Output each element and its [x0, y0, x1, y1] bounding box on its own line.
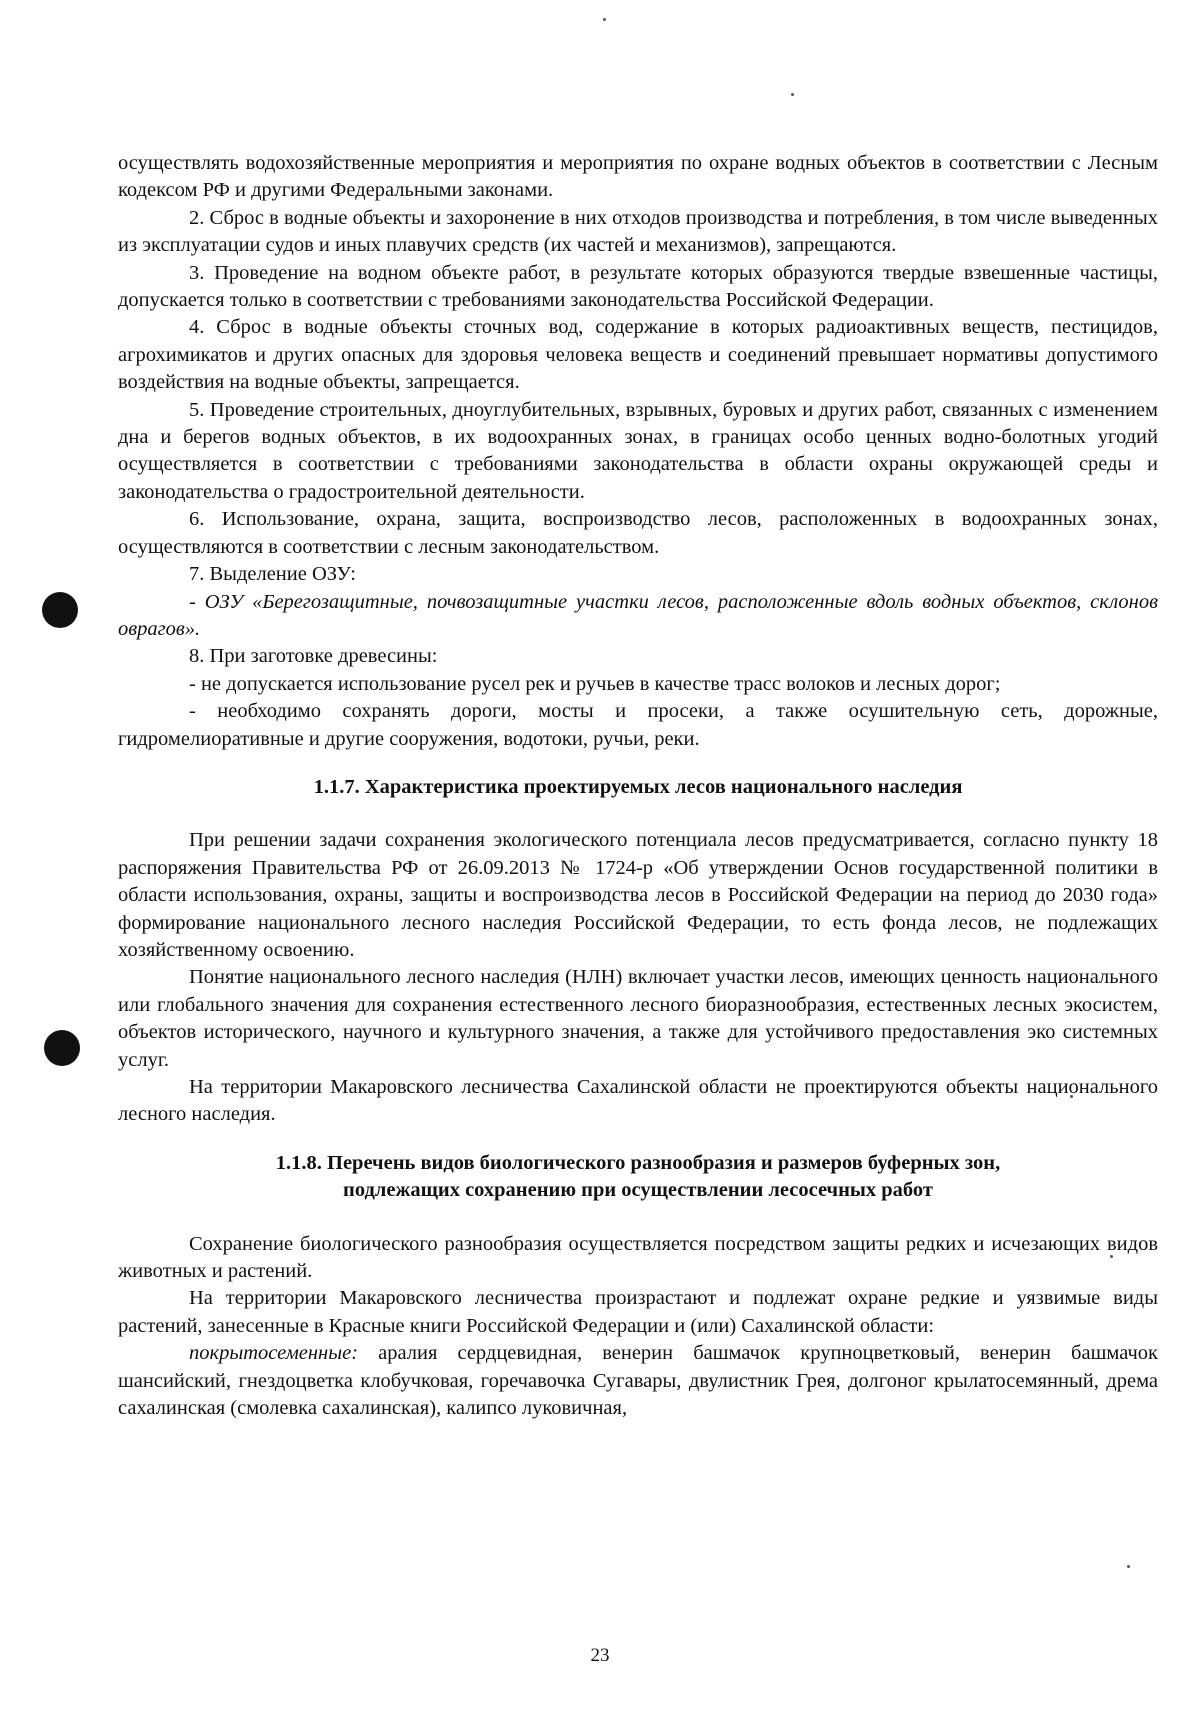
angiosperms-list: аралия сердцевидная, венерин башмачок крупноцветковый, венерин башмачок шансийский, гнездоцветка клобучковая, горечавочка Сугавары, двулистник Грея, долгоног крылатосемянный, дрема сахалинская (смолевка сахалинская), калипсо луковичная,: [118, 1342, 1158, 1420]
paragraph-continuation: осуществлять водохозяйственные мероприятия и мероприятия по охране водных объектов в соответствии с Лесным кодексом РФ и другими Федеральными законами.: [118, 152, 1158, 202]
paragraph-item-6: 6. Использование, охрана, защита, воспроизводство лесов, расположенных в водоохранных зонах, осуществляются в соответствии с лесным законодательством.: [118, 508, 1158, 558]
paragraph-item-7: 7. Выделение ОЗУ:: [189, 563, 356, 586]
paragraph-item-2: 2. Сброс в водные объекты и захоронение в них отходов производства и потребления, в том числе выведенных из эксплуатации судов и иных плавучих средств (их частей и механизмов), запрещаются.: [118, 206, 1158, 257]
section-heading-1-1-8: 1.1.8. Перечень видов биологического разнообразия и размеров буферных зон,: [275, 1151, 1001, 1174]
section-heading-1-1-8-line2: подлежащих сохранению при осуществлении лесосечных работ: [343, 1179, 933, 1202]
paragraph-biodiversity-1: Сохранение биологического разнообразия осуществляется посредством защиты редких и исчезающих видов животных и растений.: [118, 1232, 1158, 1283]
punch-hole-mark: [42, 592, 78, 628]
paragraph-item-4: 4. Сброс в водные объекты сточных вод, содержание в которых радиоактивных веществ, пестицидов, агрохимикатов и других опасных для здоровья человека веществ и соединений превышает нормативы допустимого воздействия на водные объекты, запрещается.: [118, 316, 1158, 394]
document-body: [118, 150, 1158, 1422]
punch-hole-mark: [44, 1030, 80, 1066]
paragraph-logging-rule-1: - не допускается использование русел рек и ручьев в качестве трасс волоков и лесных дорог;: [189, 672, 1001, 695]
paragraph-nln-1: При решении задачи сохранения экологического потенциала лесов предусматривается, согласно пункту 18 распоряжения Правительства РФ от 26.09.2013 № 1724-р «Об утверждении Основ государственной политики в области использования, охраны, защиты и воспроизводства лесов в Российской Федерации на период до 2030 года» формирование национального лесного наследия Российской Федерации, то есть фонда лесов, не подлежащих хозяйственному освоению.: [118, 829, 1158, 961]
paragraph-ozu-item: - ОЗУ «Берегозащитные, почвозащитные участки лесов, расположенные вдоль водных объектов, склонов оврагов».: [118, 590, 1158, 640]
paragraph-item-5: 5. Проведение строительных, дноуглубительных, взрывных, буровых и других работ, связанных с изменением дна и берегов водных объектов, в их водоохранных зонах, в границах особо ценных водно-болотных угодий осуществляется в соответствии с требованиями законодательства в области охраны окружающей среды и законодательства о градостроительной деятельности.: [118, 398, 1158, 503]
paragraph-nln-2: Понятие национального лесного наследия (НЛН) включает участки лесов, имеющих ценность национального или глобального значения для сохранения естественного лесного биоразнообразия, естественных лесных экосистем, объектов исторического, научного и культурного значения, а также для устойчивого предоставления эко системных услуг.: [118, 966, 1158, 1071]
scan-speck: [1127, 1565, 1130, 1568]
section-heading-1-1-7: 1.1.7. Характеристика проектируемых лесов национального наследия: [313, 775, 963, 798]
paragraph-logging-rule-2: - необходимо сохранять дороги, мосты и просеки, а также осушительную сеть, дорожные, гидромелиоративные и другие сооружения, водотоки, ручьи, реки.: [118, 700, 1158, 750]
paragraph-biodiversity-2: На территории Макаровского лесничества произрастают и подлежат охране редкие и уязвимые виды растений, занесенные в Красные книги Российской Федерации и (или) Сахалинской области:: [118, 1287, 1158, 1337]
paragraph-angiosperms: [118, 1340, 1158, 1422]
paragraph-item-3: 3. Проведение на водном объекте работ, в результате которых образуются твердые взвешенные частицы, допускается только в соответствии с требованиями законодательства Российской Федерации.: [118, 261, 1158, 312]
scan-speck: [791, 93, 794, 96]
page-number: 23: [590, 1645, 610, 1666]
paragraph-item-8: 8. При заготовке древесины:: [189, 645, 438, 668]
paragraph-nln-3: На территории Макаровского лесничества Сахалинской области не проектируются объекты национального лесного наследия.: [118, 1076, 1158, 1126]
angiosperms-label: покрытосеменные:: [189, 1342, 359, 1365]
scan-speck: [603, 18, 606, 21]
